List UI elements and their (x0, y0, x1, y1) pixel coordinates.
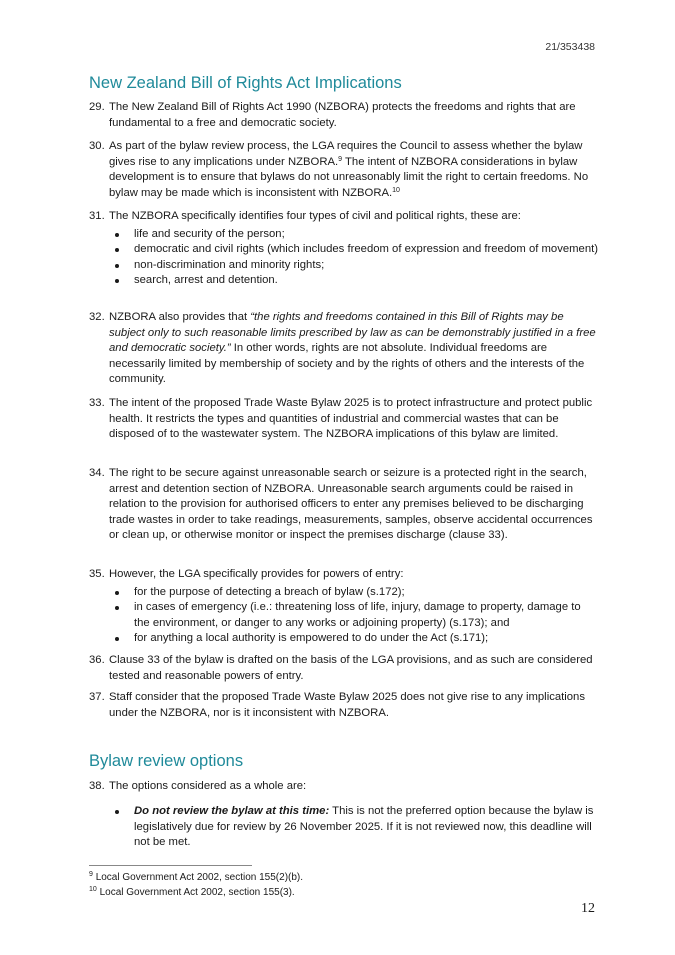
paragraph-number: 36. (89, 654, 105, 666)
paragraph-38 (89, 779, 599, 795)
paragraph-text: The NZBORA specifically identifies four types of civil and political rights, these are: (109, 210, 521, 222)
paragraph-number: 32. (89, 311, 105, 323)
paragraph-text: However, the LGA specifically provides for powers of entry: (109, 568, 404, 580)
option-text: This is not the preferred option because the bylaw is legislatively due for review by 26 November 2025. If it is not reviewed now, this deadline will not be met. (134, 805, 594, 849)
list-item: life and security of the person; (109, 227, 599, 243)
list-item: for the purpose of detecting a breach of bylaw (s.172); (109, 585, 599, 601)
quoted-text: “the rights and freedoms contained in this Bill of Rights may be subject only to such reasonable limits prescribed by law as can be demonstrably justified in a free and democratic society.” (109, 311, 596, 355)
text-segment: In other words, rights are not absolute. Individual freedoms are necessarily limited by membership of society and by the rights of others and the interests of the community. (109, 342, 585, 386)
paragraph-number: 38. (89, 780, 105, 792)
option-1 (89, 802, 599, 851)
paragraph-text: The right to be secure against unreasonable search or seizure is a protected right in the search, arrest and detention section of NZBORA. Unreasonable search arguments could be raised in relation to the provision for authorised officers to enter any premises believed to be discharging trade wastes in order to take readings, measurements, samples, observe accidental occurrences or clean up, or otherwise monitor or inspect the premises discharge (clause 33). (109, 467, 593, 542)
text-segment: NZBORA also provides that (109, 311, 251, 323)
entry-powers-list (109, 585, 599, 647)
list-item: non-discrimination and minority rights; (109, 258, 599, 274)
footnote-text: Local Government Act 2002, section 155(2)(b). (95, 872, 304, 883)
footnote-9 (89, 872, 303, 883)
rights-list (109, 227, 599, 289)
paragraph-text: The New Zealand Bill of Rights Act 1990 (NZBORA) protects the freedoms and rights that are fundamental to a free and democratic society. (109, 101, 576, 129)
paragraph-37 (89, 690, 599, 721)
option-title: Do not review the bylaw at this time: (134, 805, 330, 817)
section-heading-nzbora: New Zealand Bill of Rights Act Implications (89, 74, 402, 92)
paragraph-number: 31. (89, 210, 105, 222)
list-item (109, 804, 599, 851)
text-segment: The intent of NZBORA considerations in bylaw development is to ensure that bylaws do not unreasonably limit the right to certain freedoms. No bylaw may be made which is inconsistent with NZBORA. (109, 155, 589, 199)
paragraph-36 (89, 653, 599, 684)
footnote-ref-9[interactable]: 9 (338, 155, 343, 163)
paragraph-33 (89, 396, 599, 443)
footnote-number: 10 (89, 886, 97, 893)
text-segment: As part of the bylaw review process, the LGA requires the Council to assess whether the bylaw gives rise to any implications under NZBORA. (109, 140, 583, 168)
paragraph-text (109, 139, 599, 201)
paragraph-number: 29. (89, 101, 105, 113)
paragraph-34 (89, 466, 599, 544)
paragraph-number: 30. (89, 140, 105, 152)
paragraph-text (109, 310, 599, 388)
list-item: democratic and civil rights (which includes freedom of expression and freedom of movement) (109, 242, 599, 258)
footnote-number: 9 (89, 871, 93, 878)
paragraph-number: 35. (89, 568, 105, 580)
footnote-ref-10[interactable]: 10 (392, 186, 400, 194)
options-list (109, 804, 599, 851)
document-reference: 21/353438 (545, 41, 595, 53)
list-item: for anything a local authority is empowered to do under the Act (s.171); (109, 631, 599, 647)
paragraph-35 (89, 567, 599, 647)
paragraph-29 (89, 100, 599, 131)
paragraph-text: Clause 33 of the bylaw is drafted on the basis of the LGA provisions, and as such are considered tested and reasonable powers of entry. (109, 654, 593, 682)
paragraph-text: Staff consider that the proposed Trade Waste Bylaw 2025 does not give rise to any implications under the NZBORA, nor is it inconsistent with NZBORA. (109, 691, 585, 719)
footnote-text: Local Government Act 2002, section 155(3). (99, 887, 295, 898)
section-heading-options: Bylaw review options (89, 752, 244, 770)
paragraph-32 (89, 310, 599, 388)
list-item: search, arrest and detention. (109, 273, 599, 289)
footnote-divider (89, 865, 252, 866)
paragraph-number: 34. (89, 467, 105, 479)
paragraph-number: 37. (89, 691, 105, 703)
paragraph-30 (89, 139, 599, 201)
list-item: in cases of emergency (i.e.: threatening loss of life, injury, damage to property, damage to the environment, or danger to any works or adjoining property) (s.173); and (109, 600, 599, 631)
footnote-10 (89, 887, 295, 898)
paragraph-text: The options considered as a whole are: (109, 780, 307, 792)
paragraph-number: 33. (89, 397, 105, 409)
paragraph-31 (89, 209, 599, 289)
page-number: 12 (581, 901, 595, 916)
paragraph-text: The intent of the proposed Trade Waste Bylaw 2025 is to protect infrastructure and protect public health. It restricts the types and quantities of industrial and commercial wastes that can be disposed of to the wastewater system. The NZBORA implications of this bylaw are limited. (109, 397, 593, 441)
